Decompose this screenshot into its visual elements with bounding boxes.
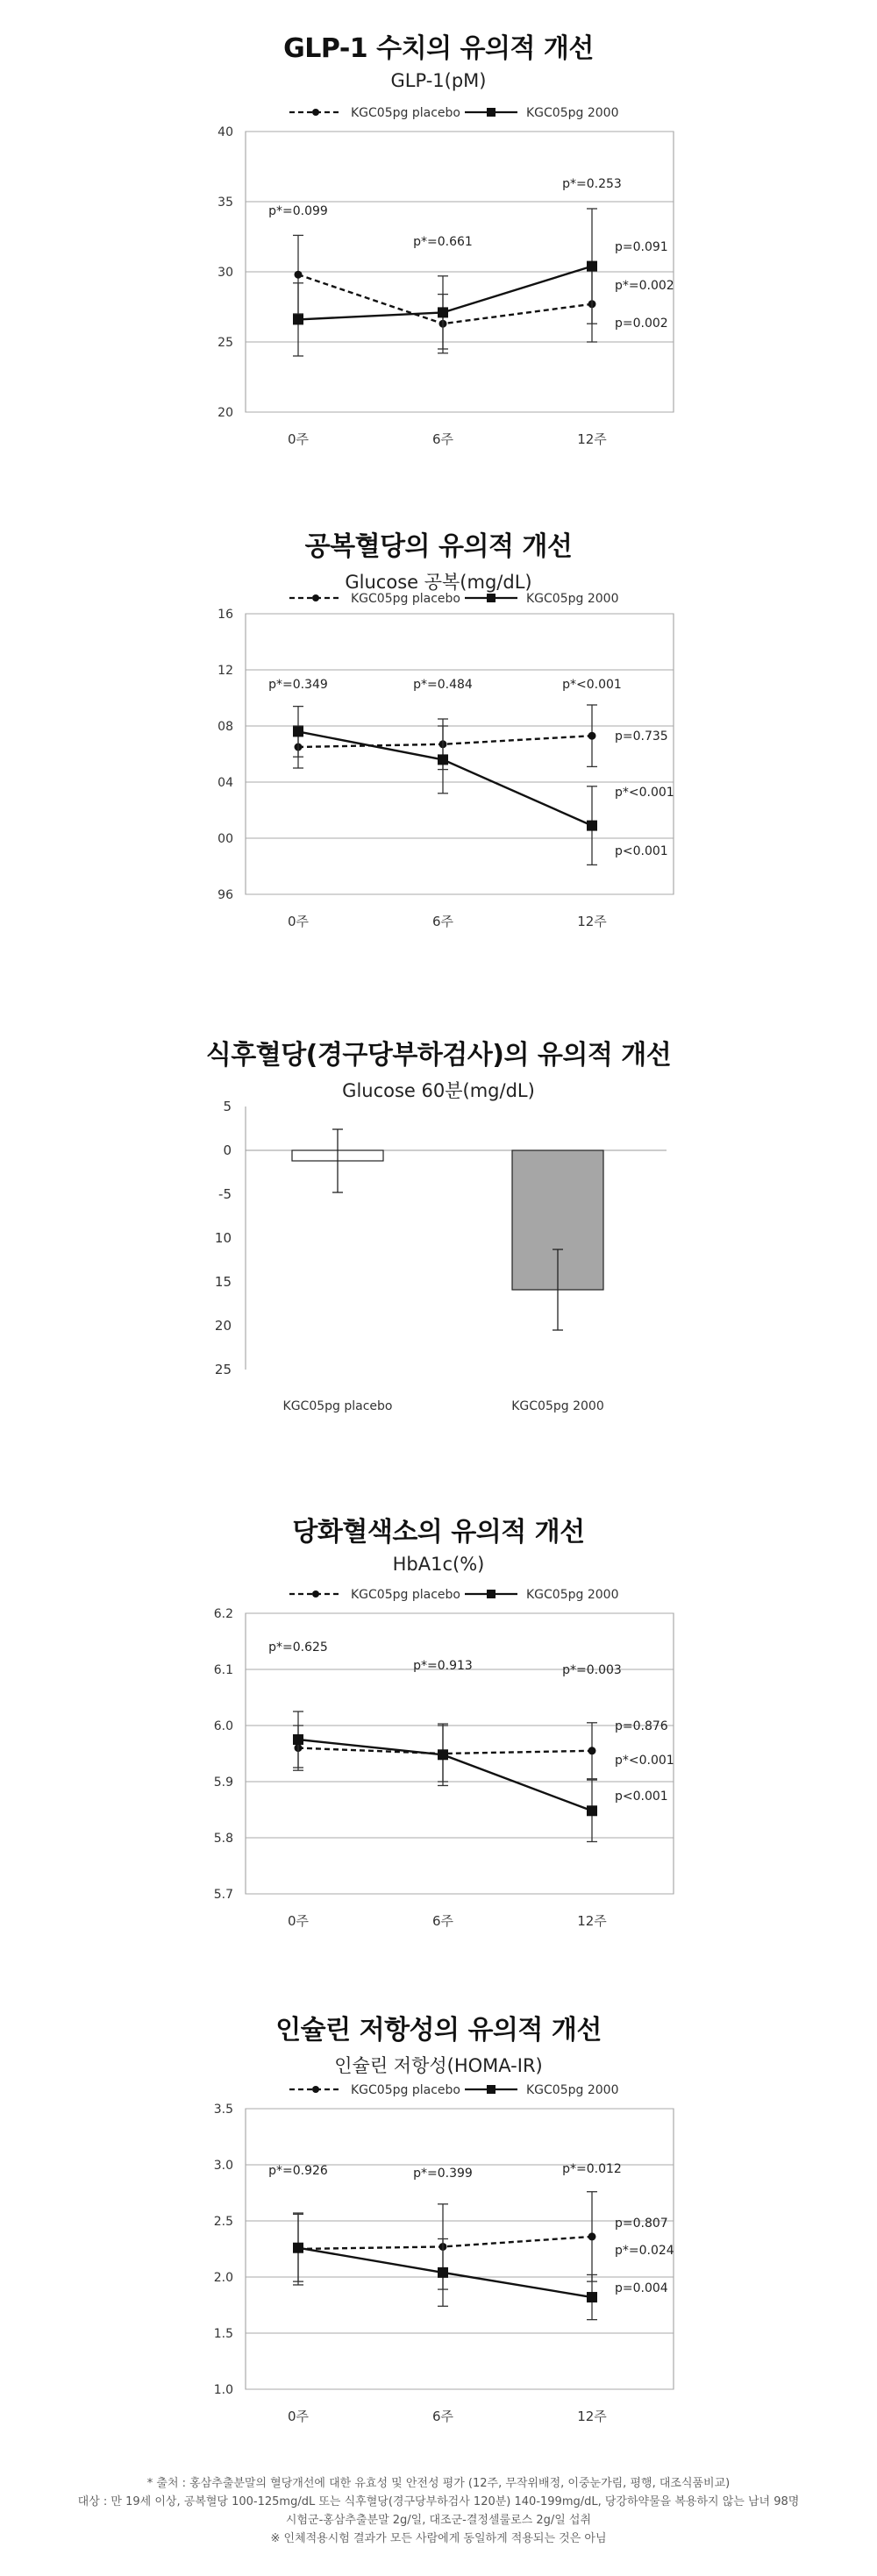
chart-subtitle: 인슐린 저항성(HOMA-IR) xyxy=(334,2055,543,2076)
legend-marker xyxy=(312,109,319,116)
data-point xyxy=(293,314,303,324)
data-point xyxy=(588,1747,596,1754)
y-tick-label: 12 xyxy=(217,664,233,678)
x-tick-label: 6주 xyxy=(431,431,454,447)
legend-label: KGC05pg placebo xyxy=(351,106,460,120)
data-point xyxy=(293,2243,303,2253)
chart-subtitle: Glucose 공복(mg/dL) xyxy=(345,572,532,593)
y-tick-label: 3.5 xyxy=(213,2103,233,2117)
chart-title: 당화혈색소의 유의적 개선 xyxy=(292,1517,585,1548)
legend-label: KGC05pg placebo xyxy=(351,2083,460,2097)
data-point xyxy=(587,1805,597,1816)
y-tick-label: 08 xyxy=(217,720,233,734)
y-tick-label: 6.2 xyxy=(213,1607,233,1621)
data-point xyxy=(587,2292,597,2302)
p-value-annotation: p*=0.099 xyxy=(268,204,328,218)
x-tick-label: 0주 xyxy=(287,431,310,447)
legend-marker xyxy=(487,108,496,117)
y-tick-label: 04 xyxy=(217,776,233,790)
plot-frame xyxy=(246,614,674,894)
p-value-annotation: p*=0.349 xyxy=(268,678,328,692)
x-tick-label: 0주 xyxy=(287,914,310,929)
chart-subtitle: GLP-1(pM) xyxy=(390,70,487,91)
data-point xyxy=(588,2232,596,2240)
legend-marker xyxy=(312,2086,319,2093)
p-value-annotation: p*=0.024 xyxy=(615,2244,674,2258)
data-point xyxy=(587,821,597,831)
p-value-annotation: p*=0.002 xyxy=(615,279,674,293)
p-value-annotation: p*=0.913 xyxy=(413,1659,473,1673)
legend-marker xyxy=(487,1590,496,1598)
footnotes xyxy=(35,2474,842,2548)
y-tick-label: 5.8 xyxy=(213,1832,233,1846)
chart-title: 공복혈당의 유의적 개선 xyxy=(304,531,573,562)
chart-title: 식후혈당(경구당부하검사)의 유의적 개선 xyxy=(205,1040,672,1071)
p-value-annotation: p*<0.001 xyxy=(615,1754,674,1768)
y-tick-label: 6.1 xyxy=(213,1663,233,1677)
data-point xyxy=(588,732,596,740)
p-value-annotation: p*=0.003 xyxy=(562,1663,622,1677)
p-value-annotation: p=0.004 xyxy=(615,2281,668,2295)
data-point xyxy=(438,1749,448,1760)
data-point xyxy=(438,307,448,317)
glp1-line-chart xyxy=(0,96,877,482)
p-value-annotation: p*=0.625 xyxy=(268,1640,328,1654)
x-tick-label: 6주 xyxy=(431,1913,454,1929)
y-tick-label: 2.5 xyxy=(213,2215,233,2229)
footnote-intake: 시험군-홍삼추출분말 2g/일, 대조군-결정셀룰로스 2g/일 섭취 xyxy=(285,2514,592,2527)
p-value-annotation: p*=0.926 xyxy=(268,2164,328,2178)
x-tick-label: KGC05pg 2000 xyxy=(511,1399,604,1413)
x-tick-label: 12주 xyxy=(577,914,607,929)
chart-title: GLP-1 수치의 유의적 개선 xyxy=(283,33,594,64)
data-point xyxy=(293,726,303,737)
p-value-annotation: p=0.735 xyxy=(615,729,668,744)
legend-label: KGC05pg 2000 xyxy=(526,2083,619,2097)
p-value-annotation: p=0.002 xyxy=(615,317,668,331)
postprandial-glucose-bar-chart xyxy=(0,1099,877,1457)
y-tick-label: 15 xyxy=(214,1274,232,1290)
legend-label: KGC05pg 2000 xyxy=(526,1588,619,1602)
y-tick-label: 1.5 xyxy=(213,2327,233,2341)
p-value-annotation: p=0.091 xyxy=(615,240,668,254)
x-tick-label: 0주 xyxy=(287,2409,310,2424)
p-value-annotation: p*=0.484 xyxy=(413,678,473,692)
legend-marker xyxy=(487,594,496,602)
legend-label: KGC05pg 2000 xyxy=(526,592,619,606)
p-value-annotation: p*=0.661 xyxy=(413,235,473,249)
legend-marker xyxy=(312,594,319,601)
p-value-annotation: p*=0.012 xyxy=(562,2162,622,2176)
y-tick-label: -5 xyxy=(218,1186,232,1202)
footnote-subjects: 대상 : 만 19세 이상, 공복혈당 100-125mg/dL 또는 식후혈당(경구당부하검사 120분) 140-199mg/dL, 당강하약물을 복용하지 않는 남녀 98명 xyxy=(77,2495,800,2508)
x-tick-label: 0주 xyxy=(287,1913,310,1929)
legend-marker xyxy=(487,2085,496,2094)
p-value-annotation: p<0.001 xyxy=(615,1790,668,1804)
y-tick-label: 3.0 xyxy=(213,2159,233,2173)
y-tick-label: 35 xyxy=(217,196,233,210)
homa-ir-line-chart xyxy=(0,2078,877,2446)
legend-label: KGC05pg placebo xyxy=(351,592,460,606)
data-point xyxy=(293,1734,303,1745)
y-tick-label: 30 xyxy=(217,266,233,280)
y-tick-label: 00 xyxy=(217,832,233,846)
y-tick-label: 96 xyxy=(217,888,233,902)
data-point xyxy=(295,271,303,279)
p-value-annotation: p*<0.001 xyxy=(562,678,622,692)
hba1c-line-chart xyxy=(0,1580,877,1948)
y-tick-label: 6.0 xyxy=(213,1719,233,1733)
y-tick-label: 1.0 xyxy=(213,2383,233,2397)
p-value-annotation: p<0.001 xyxy=(615,844,668,858)
y-tick-label: 2.0 xyxy=(213,2271,233,2285)
y-tick-label: 16 xyxy=(217,608,233,622)
p-value-annotation: p*<0.001 xyxy=(615,786,674,800)
y-tick-label: 25 xyxy=(214,1362,232,1377)
legend-label: KGC05pg placebo xyxy=(351,1588,460,1602)
legend-marker xyxy=(312,1590,319,1598)
x-tick-label: 12주 xyxy=(577,1913,607,1929)
p-value-annotation: p=0.876 xyxy=(615,1719,668,1733)
p-value-annotation: p*=0.253 xyxy=(562,177,622,191)
y-tick-label: 10 xyxy=(214,1230,232,1246)
footnote-source: * 출처 : 홍삼추출분말의 혈당개선에 대한 유효성 및 안전성 평가 (12주, 무작위배정, 이중눈가림, 평행, 대조식품비교) xyxy=(146,2477,731,2490)
legend-label: KGC05pg 2000 xyxy=(526,106,619,120)
data-point xyxy=(587,261,597,272)
footnote-disclaimer: ※ 인체적용시험 결과가 모든 사람에게 동일하게 적용되는 것은 아님 xyxy=(270,2532,607,2545)
y-tick-label: 20 xyxy=(214,1318,232,1334)
p-value-annotation: p*=0.399 xyxy=(413,2167,473,2181)
chart-subtitle: Glucose 60분(mg/dL) xyxy=(342,1080,535,1101)
y-tick-label: 5.9 xyxy=(213,1775,233,1790)
y-tick-label: 25 xyxy=(217,336,233,350)
p-value-annotation: p=0.807 xyxy=(615,2217,668,2231)
chart-title: 인슐린 저항성의 유의적 개선 xyxy=(275,2015,602,2046)
y-tick-label: 20 xyxy=(217,406,233,420)
x-tick-label: KGC05pg placebo xyxy=(282,1399,393,1413)
x-tick-label: 12주 xyxy=(577,431,607,447)
data-point xyxy=(438,2267,448,2278)
fasting-glucose-line-chart xyxy=(0,592,877,964)
x-tick-label: 6주 xyxy=(431,2409,454,2424)
data-point xyxy=(438,754,448,765)
y-tick-label: 5 xyxy=(223,1099,232,1114)
x-tick-label: 6주 xyxy=(431,914,454,929)
y-tick-label: 5.7 xyxy=(213,1888,233,1902)
y-tick-label: 40 xyxy=(217,125,233,139)
chart-subtitle: HbA1c(%) xyxy=(392,1554,485,1575)
x-tick-label: 12주 xyxy=(577,2409,607,2424)
y-tick-label: 0 xyxy=(223,1142,232,1158)
